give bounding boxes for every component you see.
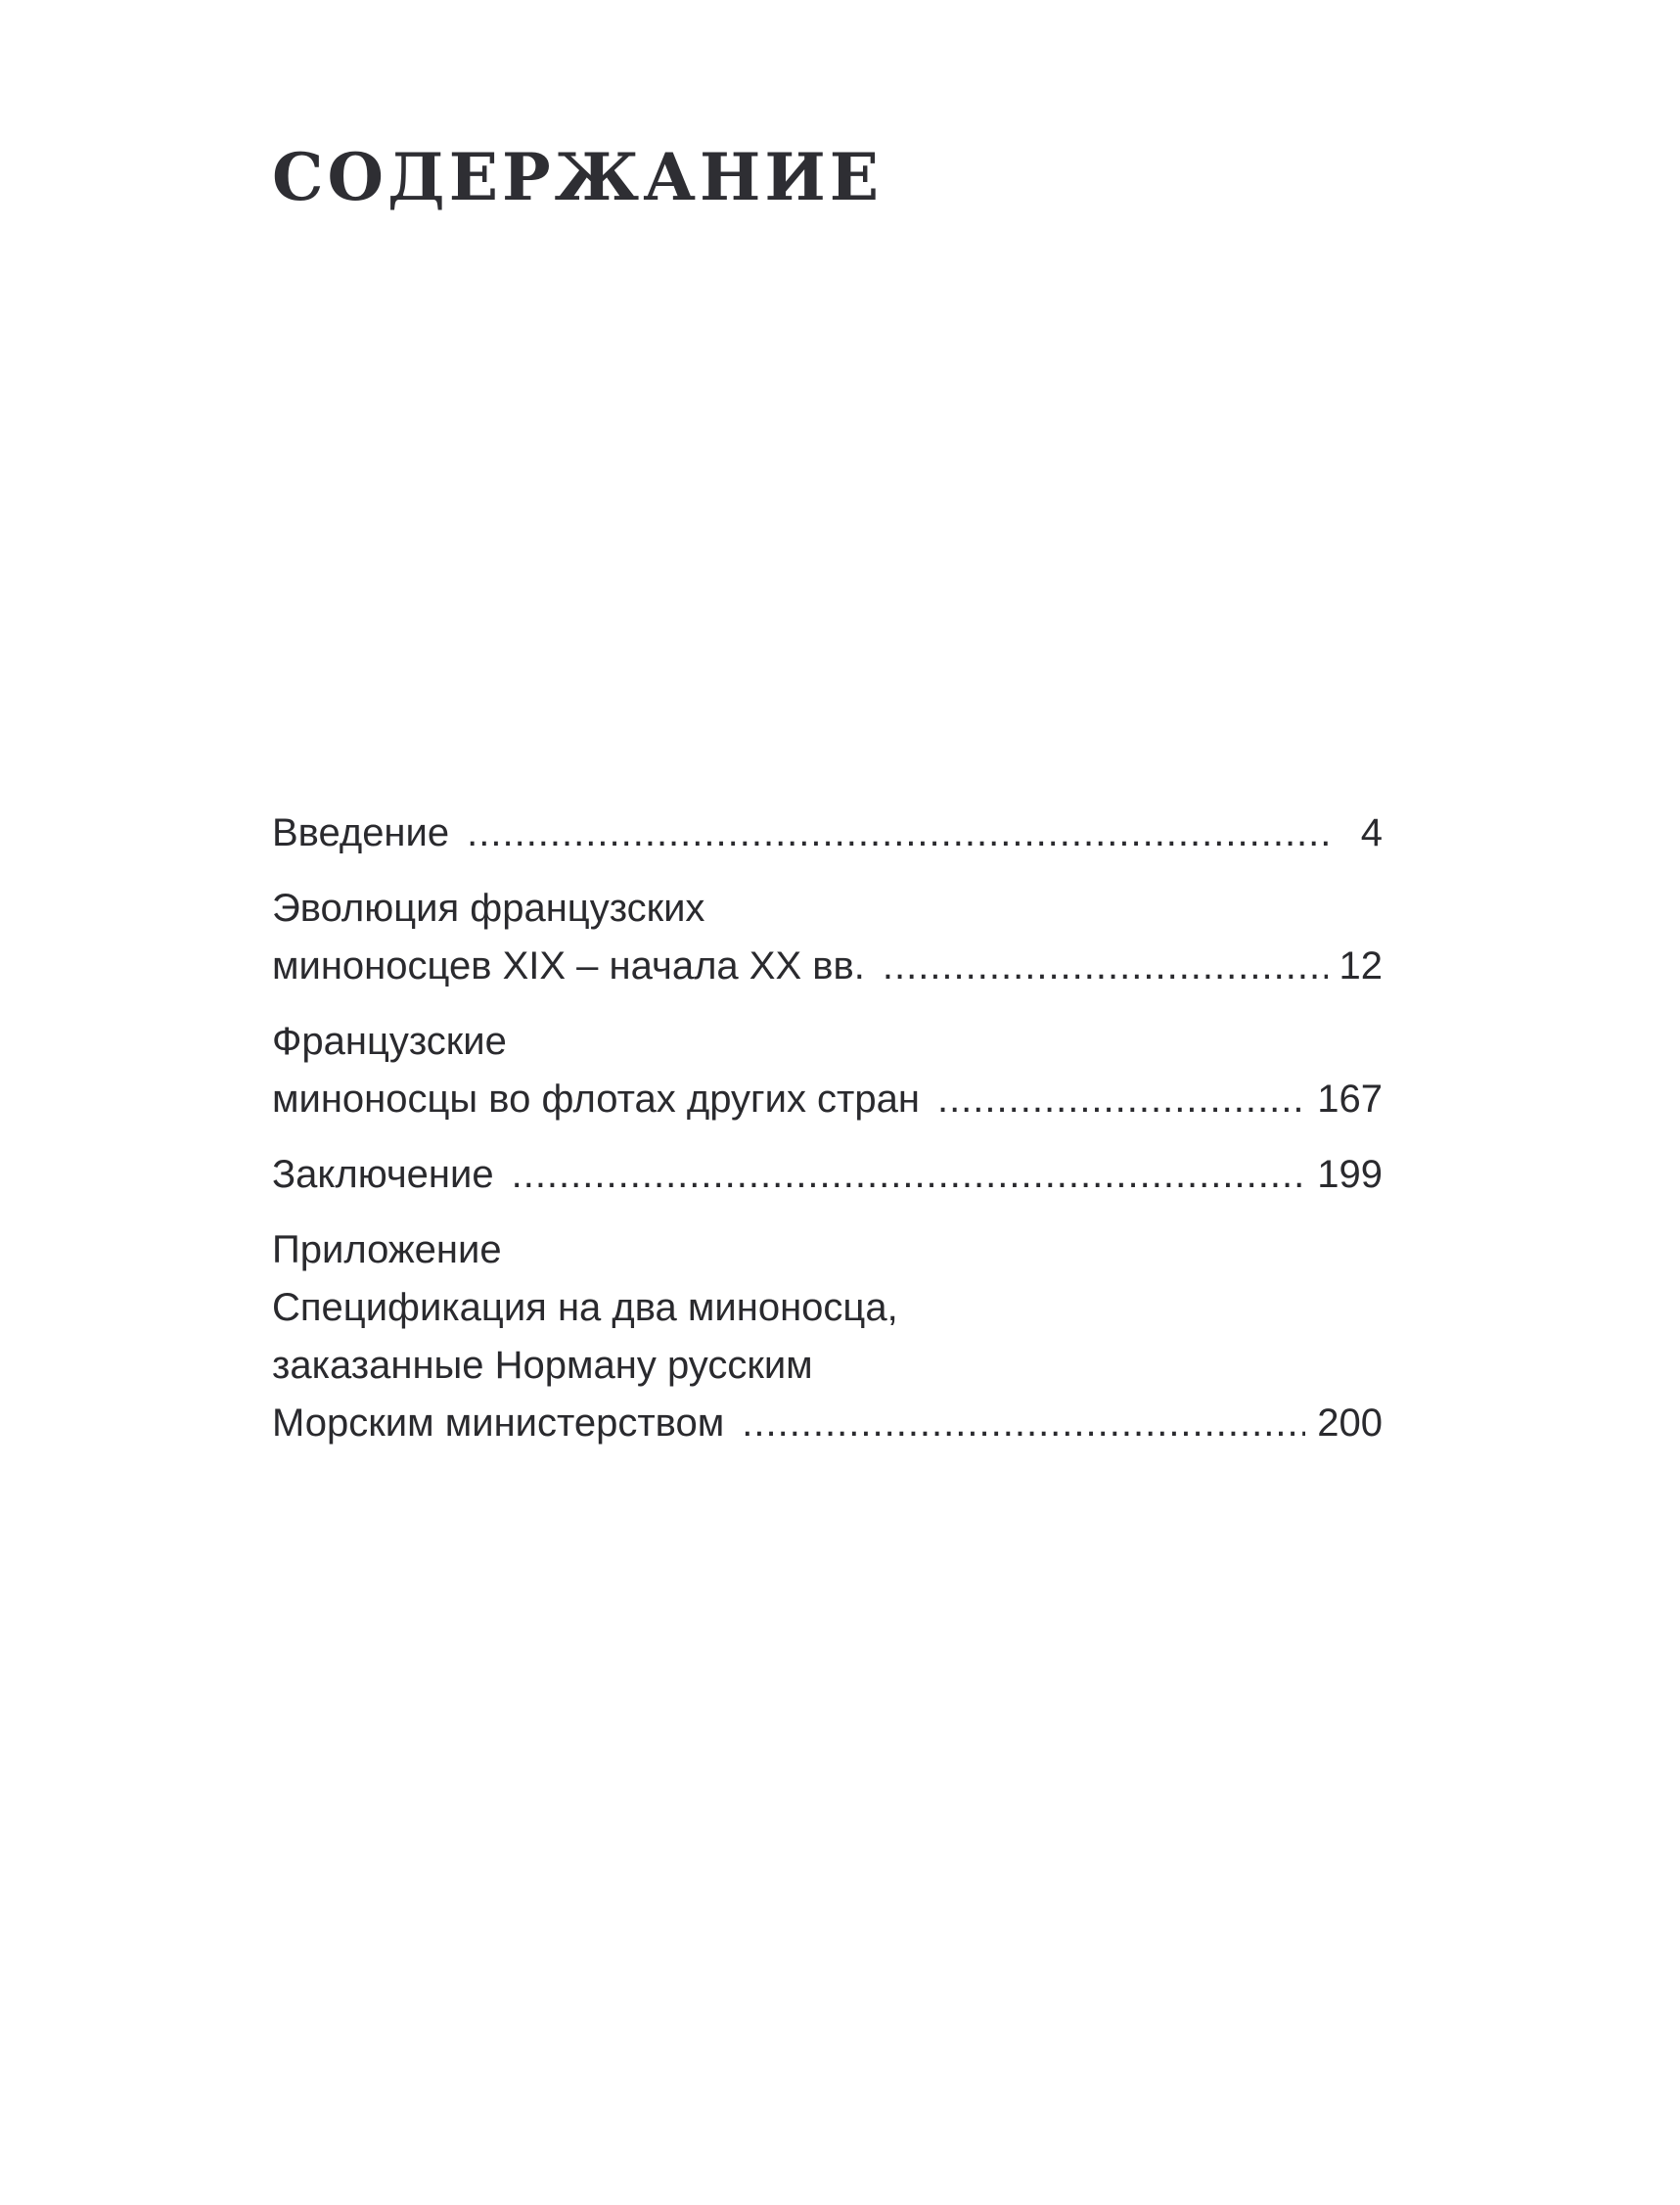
dot-leader xyxy=(742,1395,1305,1452)
toc-line xyxy=(272,1146,1383,1204)
toc-entry-title: Приложение xyxy=(272,1228,502,1271)
toc-line xyxy=(272,804,1383,862)
toc-entry-title-continued: миноносцев XIX – начала XX вв. xyxy=(272,944,865,988)
toc-page-number: 167 xyxy=(1317,1078,1383,1121)
toc-entry-subtitle: заказанные Норману русским xyxy=(272,1344,813,1387)
toc-entry-title: Заключение xyxy=(272,1153,494,1196)
toc-page-number: 12 xyxy=(1339,944,1383,988)
toc-entry-appendix[interactable] xyxy=(272,1221,1383,1452)
toc-entry-introduction[interactable] xyxy=(272,804,1383,862)
toc-entry-title: Французские xyxy=(272,1020,507,1063)
dot-leader xyxy=(512,1146,1306,1204)
toc-line xyxy=(272,1071,1383,1128)
toc-page-number: 199 xyxy=(1317,1153,1383,1196)
toc-entry-title-continued: миноносцы во флотах других стран xyxy=(272,1078,920,1121)
toc-line xyxy=(272,938,1383,995)
dot-leader xyxy=(883,938,1328,995)
toc-entry-subtitle: Морским министерством xyxy=(272,1401,725,1445)
toc-entry-subtitle: Спецификация на два миноносца, xyxy=(272,1286,898,1329)
dot-leader xyxy=(937,1071,1305,1128)
toc-page-number: 4 xyxy=(1360,811,1383,854)
toc-entry-title: Эволюция французских xyxy=(272,887,705,930)
toc-line xyxy=(272,1395,1383,1452)
toc-entry-evolution[interactable] xyxy=(272,880,1383,995)
toc-entry-conclusion[interactable] xyxy=(272,1146,1383,1204)
page-title: СОДЕРЖАНИЕ xyxy=(272,139,884,215)
toc-entry-foreign-fleets[interactable] xyxy=(272,1013,1383,1128)
table-of-contents xyxy=(272,804,1383,1470)
toc-page-number: 200 xyxy=(1317,1401,1383,1445)
toc-entry-title: Введение xyxy=(272,811,450,854)
dot-leader xyxy=(467,804,1332,862)
